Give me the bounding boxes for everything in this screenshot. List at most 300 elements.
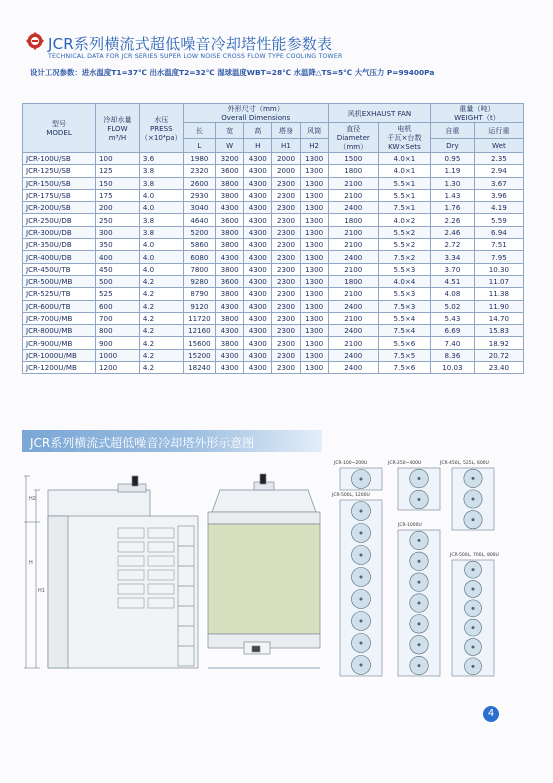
table-row xyxy=(23,349,524,361)
drawing-section-title: JCR系列横流式超低噪音冷却塔外形示意图 xyxy=(30,436,255,450)
table-cell: 5.5×1 xyxy=(378,189,430,201)
fan-hub-icon xyxy=(360,664,363,667)
table-cell: 5.5×2 xyxy=(378,226,430,238)
fan-hub-icon xyxy=(472,646,475,649)
table-cell: JCR-450U/TB xyxy=(23,263,96,275)
table-cell: 2000 xyxy=(272,165,300,177)
table-cell: 18240 xyxy=(183,362,215,374)
table-cell: 5.5×4 xyxy=(378,312,430,324)
table-cell: 4300 xyxy=(216,251,244,263)
table-cell: 1300 xyxy=(300,251,328,263)
fan-hub-icon xyxy=(472,477,475,480)
table-cell: 4300 xyxy=(244,214,272,226)
table-cell: 1.30 xyxy=(431,177,475,189)
table-cell: 100 xyxy=(96,153,140,165)
table-cell: 1300 xyxy=(300,275,328,287)
table-cell: 1300 xyxy=(300,153,328,165)
table-cell: 5.5×2 xyxy=(378,239,430,251)
fan-hub-icon xyxy=(472,626,475,629)
fan-hub-icon xyxy=(360,554,363,557)
table-cell: 11720 xyxy=(183,312,215,324)
table-cell: 2300 xyxy=(272,189,300,201)
table-row xyxy=(23,189,524,201)
table-cell: 2300 xyxy=(272,349,300,361)
table-cell: 1800 xyxy=(328,275,378,287)
table-cell: 7.5×2 xyxy=(378,251,430,263)
table-cell: 2400 xyxy=(328,300,378,312)
table-cell: 1000 xyxy=(96,349,140,361)
header-length: 长 xyxy=(183,123,215,139)
table-cell: 2300 xyxy=(272,251,300,263)
table-cell: JCR-125U/SB xyxy=(23,165,96,177)
table-cell: 1500 xyxy=(328,153,378,165)
table-cell: 2100 xyxy=(328,226,378,238)
table-cell: 8.36 xyxy=(431,349,475,361)
table-cell: 7.5×5 xyxy=(378,349,430,361)
page-subtitle: TECHNICAL DATA FOR JCR SERIES SUPER LOW NOISE CROSS FLOW TYPE COOLING TOWER xyxy=(48,53,343,60)
fan-hub-icon xyxy=(418,622,421,625)
plan-label-6: JCR-500L, 700L, 800U xyxy=(450,553,499,558)
table-cell: 3200 xyxy=(216,153,244,165)
table-cell: 3800 xyxy=(216,226,244,238)
table-cell: 4.08 xyxy=(431,288,475,300)
table-cell: 2.35 xyxy=(474,153,523,165)
table-cell: 2300 xyxy=(272,226,300,238)
table-cell: 5.5×3 xyxy=(378,288,430,300)
table-cell: 10.30 xyxy=(474,263,523,275)
table-cell: 2.72 xyxy=(431,239,475,251)
table-cell: JCR-1000U/MB xyxy=(23,349,96,361)
table-cell: 1300 xyxy=(300,239,328,251)
table-cell: JCR-350U/DB xyxy=(23,239,96,251)
table-cell: 5.02 xyxy=(431,300,475,312)
header-flow: 冷却水量 FLOW m³/H xyxy=(96,104,140,153)
table-cell: 175 xyxy=(96,189,140,201)
table-cell: 200 xyxy=(96,202,140,214)
table-cell: 2100 xyxy=(328,239,378,251)
table-cell: JCR-525U/TB xyxy=(23,288,96,300)
table-cell: 2.46 xyxy=(431,226,475,238)
table-cell: 1300 xyxy=(300,349,328,361)
table-cell: 7.95 xyxy=(474,251,523,263)
table-cell: 2300 xyxy=(272,275,300,287)
table-cell: 3600 xyxy=(216,165,244,177)
table-cell: 4.2 xyxy=(139,312,183,324)
table-cell: 2400 xyxy=(328,325,378,337)
table-cell: 900 xyxy=(96,337,140,349)
fan-hub-icon xyxy=(418,477,421,480)
dim-h1-label: H1 xyxy=(38,588,45,594)
table-cell: 4.2 xyxy=(139,275,183,287)
table-cell: 4300 xyxy=(244,325,272,337)
table-cell: 4300 xyxy=(216,349,244,361)
table-cell: JCR-200U/SB xyxy=(23,202,96,214)
spec-table-wrapper xyxy=(22,103,524,374)
table-cell: 4.0×1 xyxy=(378,165,430,177)
table-cell: 18.92 xyxy=(474,337,523,349)
table-cell: 11.90 xyxy=(474,300,523,312)
plan-label-2: JCR-250~400U xyxy=(388,461,422,466)
fan-hub-icon xyxy=(472,568,475,571)
table-cell: 1300 xyxy=(300,189,328,201)
table-cell: 2300 xyxy=(272,337,300,349)
table-cell: 2930 xyxy=(183,189,215,201)
table-cell: 3.70 xyxy=(431,263,475,275)
page-title: JCR系列横流式超低噪音冷却塔性能参数表 xyxy=(48,35,333,53)
table-cell: 4300 xyxy=(244,275,272,287)
table-row xyxy=(23,362,524,374)
table-cell: 2100 xyxy=(328,189,378,201)
table-cell: 11.07 xyxy=(474,275,523,287)
table-cell: 4300 xyxy=(244,288,272,300)
table-cell: 1.76 xyxy=(431,202,475,214)
table-cell: 3800 xyxy=(216,177,244,189)
fan-hub-icon xyxy=(472,665,475,668)
table-cell: 4.0×4 xyxy=(378,275,430,287)
design-conditions: 设计工况参数：进水温度T1=37℃ 出水温度T2=32℃ 湿球温度WBT=28℃ 水温降△TS=5℃ 大气压力 P=99400Pa xyxy=(30,68,435,77)
table-cell: 2400 xyxy=(328,362,378,374)
fan-hub-icon xyxy=(360,598,363,601)
header-press: 水压 PRESS （×10⁴pa） xyxy=(139,104,183,153)
table-cell: 14.70 xyxy=(474,312,523,324)
table-cell: 500 xyxy=(96,275,140,287)
table-cell: 7.51 xyxy=(474,239,523,251)
plan-label-4: JCR-500L, 1200U xyxy=(332,493,370,498)
table-cell: 3.34 xyxy=(431,251,475,263)
table-cell: 4300 xyxy=(244,153,272,165)
plan-label-3: JCR-450L, 525L, 600U xyxy=(440,461,489,466)
header-wet-en: Wet xyxy=(474,139,523,153)
table-cell: 1300 xyxy=(300,165,328,177)
table-cell: 4.2 xyxy=(139,300,183,312)
table-row xyxy=(23,325,524,337)
table-cell: JCR-400U/DB xyxy=(23,251,96,263)
header-dry-en: Dry xyxy=(431,139,475,153)
table-cell: 1300 xyxy=(300,202,328,214)
table-cell: 4300 xyxy=(216,300,244,312)
table-cell: 3800 xyxy=(216,239,244,251)
table-cell: 4.0 xyxy=(139,189,183,201)
table-cell: 1300 xyxy=(300,300,328,312)
table-cell: 2.26 xyxy=(431,214,475,226)
table-cell: 4.0×1 xyxy=(378,153,430,165)
header-dry: 自重 xyxy=(431,123,475,139)
table-cell: 2300 xyxy=(272,362,300,374)
table-cell: 1300 xyxy=(300,362,328,374)
table-cell: 2300 xyxy=(272,325,300,337)
table-cell: 1300 xyxy=(300,263,328,275)
table-cell: 1300 xyxy=(300,177,328,189)
table-cell: 125 xyxy=(96,165,140,177)
table-cell: 3.67 xyxy=(474,177,523,189)
table-cell: 2400 xyxy=(328,349,378,361)
table-cell: JCR-500U/MB xyxy=(23,275,96,287)
table-cell: 4300 xyxy=(244,189,272,201)
table-row xyxy=(23,263,524,275)
table-cell: 4300 xyxy=(244,239,272,251)
fan-hub-icon xyxy=(418,560,421,563)
table-cell: 2300 xyxy=(272,239,300,251)
table-cell: 2100 xyxy=(328,337,378,349)
table-cell: 7800 xyxy=(183,263,215,275)
header-wet: 运行重 xyxy=(474,123,523,139)
fan-hub-icon xyxy=(472,498,475,501)
table-cell: 4300 xyxy=(244,202,272,214)
fan-hub-icon xyxy=(418,602,421,605)
table-cell: 9120 xyxy=(183,300,215,312)
table-cell: 2100 xyxy=(328,177,378,189)
table-cell: JCR-150U/SB xyxy=(23,177,96,189)
table-cell: 10.03 xyxy=(431,362,475,374)
table-row xyxy=(23,239,524,251)
table-cell: 4300 xyxy=(244,263,272,275)
table-cell: 15.83 xyxy=(474,325,523,337)
header-model: 型号 MODEL xyxy=(23,104,96,153)
header-width: 宽 xyxy=(216,123,244,139)
table-cell: 1200 xyxy=(96,362,140,374)
table-cell: JCR-700U/MB xyxy=(23,312,96,324)
table-cell: 2100 xyxy=(328,288,378,300)
table-cell: 2100 xyxy=(328,312,378,324)
table-cell: 3800 xyxy=(216,263,244,275)
header-weight: 重量（吨） WEIGHT（t） xyxy=(431,104,524,123)
table-cell: 5860 xyxy=(183,239,215,251)
table-cell: 4640 xyxy=(183,214,215,226)
table-cell: 1.19 xyxy=(431,165,475,177)
header-motor: 电机 千瓦×台数 KW×Sets xyxy=(378,123,430,153)
table-row xyxy=(23,337,524,349)
header-height: 高 xyxy=(244,123,272,139)
table-cell: 4.2 xyxy=(139,349,183,361)
table-row xyxy=(23,214,524,226)
table-cell: 300 xyxy=(96,226,140,238)
table-cell: 4.2 xyxy=(139,288,183,300)
table-cell: 1800 xyxy=(328,214,378,226)
table-cell: 450 xyxy=(96,263,140,275)
page-number-badge: 4 xyxy=(483,706,499,722)
table-cell: 4300 xyxy=(244,300,272,312)
table-cell: 5.5×1 xyxy=(378,177,430,189)
table-cell: 150 xyxy=(96,177,140,189)
fan-hub-icon xyxy=(360,510,363,513)
table-cell: 3800 xyxy=(216,189,244,201)
header-length-en: L xyxy=(183,139,215,153)
table-cell: 4.0 xyxy=(139,263,183,275)
table-cell: JCR-800U/MB xyxy=(23,325,96,337)
table-row xyxy=(23,288,524,300)
table-row xyxy=(23,177,524,189)
table-cell: 4.0 xyxy=(139,251,183,263)
table-cell: 1.43 xyxy=(431,189,475,201)
header-h2: 风筒 xyxy=(300,123,328,139)
table-cell: 7.5×4 xyxy=(378,325,430,337)
table-cell: 350 xyxy=(96,239,140,251)
header-height-en: H xyxy=(244,139,272,153)
table-cell: 5.59 xyxy=(474,214,523,226)
table-cell: 1980 xyxy=(183,153,215,165)
table-cell: 6.94 xyxy=(474,226,523,238)
table-cell: 4.2 xyxy=(139,337,183,349)
table-cell: 4300 xyxy=(216,202,244,214)
fan-hub-icon xyxy=(418,539,421,542)
table-cell: 9280 xyxy=(183,275,215,287)
table-cell: 23.40 xyxy=(474,362,523,374)
fan-hub-icon xyxy=(360,620,363,623)
table-row xyxy=(23,153,524,165)
table-cell: 2300 xyxy=(272,202,300,214)
table-cell: 2600 xyxy=(183,177,215,189)
table-cell: 1300 xyxy=(300,312,328,324)
table-cell: 2300 xyxy=(272,300,300,312)
header-overall-dimensions: 外形尺寸（mm） Overall Dimensions xyxy=(183,104,328,123)
dim-h2-label: H2 xyxy=(29,496,36,502)
fan-hub-icon xyxy=(472,588,475,591)
fan-hub-icon xyxy=(472,518,475,521)
header-width-en: W xyxy=(216,139,244,153)
table-cell: JCR-100U/SB xyxy=(23,153,96,165)
front-elevation xyxy=(208,474,320,668)
table-cell: 1300 xyxy=(300,226,328,238)
table-cell: 3.6 xyxy=(139,153,183,165)
table-row xyxy=(23,226,524,238)
table-cell: 3800 xyxy=(216,312,244,324)
table-cell: 1300 xyxy=(300,288,328,300)
table-cell: 7.5×1 xyxy=(378,202,430,214)
table-cell: 3800 xyxy=(216,337,244,349)
table-cell: 4.0 xyxy=(139,202,183,214)
table-cell: 2400 xyxy=(328,202,378,214)
table-cell: 600 xyxy=(96,300,140,312)
table-row xyxy=(23,300,524,312)
table-cell: 4300 xyxy=(244,226,272,238)
table-cell: 4300 xyxy=(244,312,272,324)
plan-label-1: JCR-100~200U xyxy=(334,461,368,466)
dim-h-label: H xyxy=(29,560,33,566)
table-cell: 4.51 xyxy=(431,275,475,287)
table-cell: JCR-900U/MB xyxy=(23,337,96,349)
cooling-tower-drawing xyxy=(22,456,532,692)
header-h1: 塔身 xyxy=(272,123,300,139)
table-cell: 4300 xyxy=(216,325,244,337)
fan-hub-icon xyxy=(360,478,363,481)
table-cell: 3600 xyxy=(216,275,244,287)
table-row xyxy=(23,275,524,287)
table-cell: 8790 xyxy=(183,288,215,300)
plan-label-5: JCR-1000U xyxy=(398,523,422,528)
table-cell: 3600 xyxy=(216,214,244,226)
table-cell: 2000 xyxy=(272,153,300,165)
table-cell: 2300 xyxy=(272,312,300,324)
drawing-section-band xyxy=(22,430,322,452)
header-diameter: 直径 Diameter （mm） xyxy=(328,123,378,153)
table-cell: 250 xyxy=(96,214,140,226)
table-cell: 4.2 xyxy=(139,362,183,374)
table-cell: 5200 xyxy=(183,226,215,238)
table-cell: 3.8 xyxy=(139,165,183,177)
table-cell: 4300 xyxy=(244,349,272,361)
table-cell: 7.5×6 xyxy=(378,362,430,374)
table-cell: 525 xyxy=(96,288,140,300)
table-cell: 2300 xyxy=(272,288,300,300)
fan-hub-icon xyxy=(418,643,421,646)
table-cell: 15600 xyxy=(183,337,215,349)
table-cell: 4300 xyxy=(244,177,272,189)
table-cell: 4300 xyxy=(244,165,272,177)
header-h1-en: H1 xyxy=(272,139,300,153)
table-cell: 3.8 xyxy=(139,177,183,189)
table-cell: 2400 xyxy=(328,251,378,263)
table-cell: 2.94 xyxy=(474,165,523,177)
side-elevation xyxy=(24,476,198,668)
table-cell: JCR-300U/DB xyxy=(23,226,96,238)
table-cell: JCR-600U/TB xyxy=(23,300,96,312)
table-cell: 15200 xyxy=(183,349,215,361)
table-cell: 4300 xyxy=(244,251,272,263)
table-cell: 4.19 xyxy=(474,202,523,214)
table-cell: 1300 xyxy=(300,214,328,226)
header-exhaust-fan: 风机EXHAUST FAN xyxy=(328,104,430,123)
table-cell: 12160 xyxy=(183,325,215,337)
table-cell: 5.5×6 xyxy=(378,337,430,349)
table-row xyxy=(23,202,524,214)
table-cell: 4300 xyxy=(244,362,272,374)
table-cell: 1300 xyxy=(300,325,328,337)
table-row xyxy=(23,165,524,177)
table-cell: 2300 xyxy=(272,263,300,275)
table-cell: 2320 xyxy=(183,165,215,177)
fan-hub-icon xyxy=(360,576,363,579)
table-cell: 20.72 xyxy=(474,349,523,361)
header-h2-en: H2 xyxy=(300,139,328,153)
table-cell: 4.2 xyxy=(139,325,183,337)
table-cell: JCR-250U/DB xyxy=(23,214,96,226)
table-cell: 700 xyxy=(96,312,140,324)
fan-hub-icon xyxy=(360,642,363,645)
spec-table-body xyxy=(23,153,524,374)
table-row xyxy=(23,312,524,324)
fan-hub-icon xyxy=(418,498,421,501)
table-cell: 2100 xyxy=(328,263,378,275)
fan-hub-icon xyxy=(418,664,421,667)
table-cell: 3.8 xyxy=(139,214,183,226)
fan-hub-icon xyxy=(418,581,421,584)
spec-table xyxy=(22,103,524,374)
table-cell: 800 xyxy=(96,325,140,337)
table-cell: 4300 xyxy=(244,337,272,349)
table-cell: 6080 xyxy=(183,251,215,263)
table-cell: 4.0×2 xyxy=(378,214,430,226)
table-cell: 4300 xyxy=(216,362,244,374)
table-cell: 3.8 xyxy=(139,226,183,238)
table-cell: 3800 xyxy=(216,288,244,300)
table-cell: 2300 xyxy=(272,214,300,226)
table-row xyxy=(23,251,524,263)
table-cell: 7.40 xyxy=(431,337,475,349)
table-cell: 5.43 xyxy=(431,312,475,324)
table-cell: 1800 xyxy=(328,165,378,177)
table-cell: 400 xyxy=(96,251,140,263)
table-cell: JCR-1200U/MB xyxy=(23,362,96,374)
table-cell: 3040 xyxy=(183,202,215,214)
table-cell: 11.38 xyxy=(474,288,523,300)
table-cell: JCR-175U/SB xyxy=(23,189,96,201)
table-cell: 3.96 xyxy=(474,189,523,201)
table-cell: 4.0 xyxy=(139,239,183,251)
table-cell: 6.69 xyxy=(431,325,475,337)
table-cell: 0.95 xyxy=(431,153,475,165)
table-cell: 1300 xyxy=(300,337,328,349)
fan-hub-icon xyxy=(472,607,475,610)
